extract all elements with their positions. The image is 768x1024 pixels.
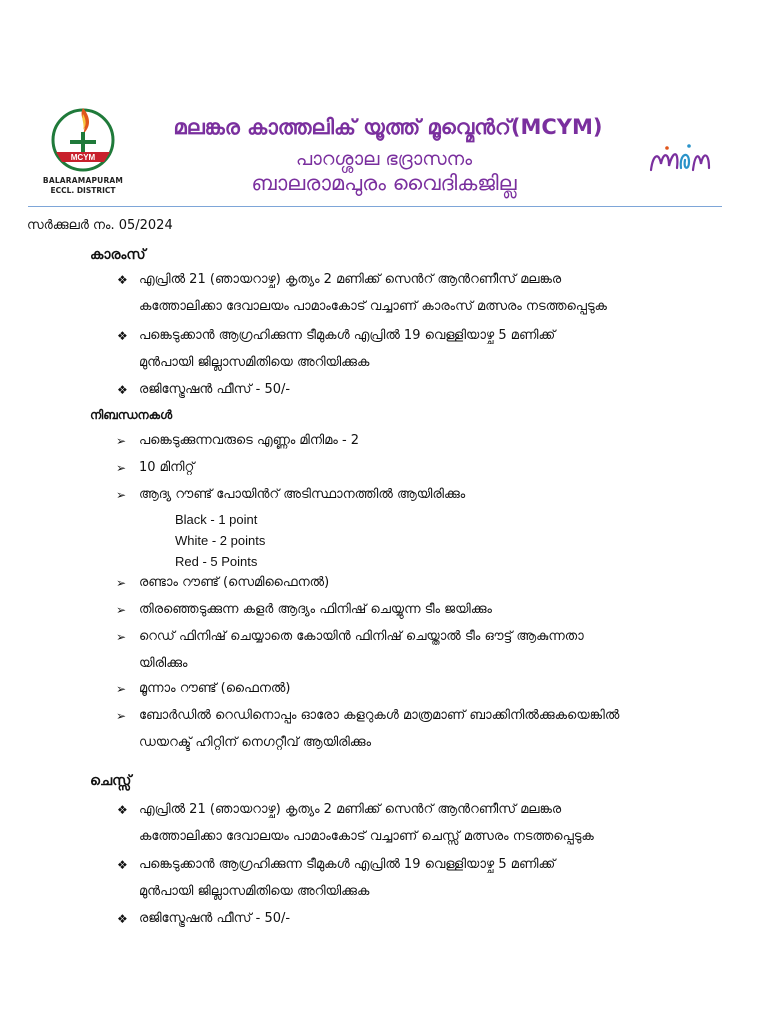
rule-direct-hit-line2: ഡയറക്ട് ഹിറ്റിന് നെഗറ്റീവ് ആയിരിക്കും — [139, 735, 372, 750]
logo-caption-line2: ECCL. DISTRICT — [50, 186, 116, 195]
diamond-bullet-icon: ❖ — [117, 858, 128, 872]
diamond-bullet-icon: ❖ — [117, 383, 128, 397]
points-red: Red - 5 Points — [175, 554, 258, 569]
district-name: ബാലരാമപുരം വൈദികജില്ല — [251, 171, 517, 195]
logo-caption-line1: BALARAMAPURAM — [42, 176, 124, 185]
diamond-bullet-icon: ❖ — [117, 912, 128, 926]
carrom-heading: കാരംസ് — [90, 247, 146, 263]
rule-first-round: ആദ്യ റൗണ്ട് പോയിൻറ് അടിസ്ഥാനത്തിൽ ആയിരിക്കും — [139, 487, 466, 502]
diamond-bullet-icon: ❖ — [117, 273, 128, 287]
logo-ribbon-text: MCYM — [70, 153, 96, 162]
carrom-register-line1: പങ്കെടുക്കാൻ ആഗ്രഹിക്കുന്ന ടീമുകൾ എപ്രിൽ 19 വെള്ളിയാഴ്ച 5 മണിക്ക് — [139, 328, 556, 343]
arrow-bullet-icon: ➢ — [116, 630, 127, 644]
diocese-name: പാറശ്ശാല ഭദ്രാസനം — [295, 148, 473, 170]
circular-number: സർക്കുലർ നം. 05/2024 — [27, 218, 173, 233]
header-divider — [28, 206, 722, 207]
arrow-bullet-icon: ➢ — [116, 461, 127, 475]
rule-direct-hit-line1: ബോർഡിൽ റെഡിനൊപ്പം ഓരോ കളറുകൾ മാത്രമാണ് ബാക്കിനിൽക്കുകയെങ്കിൽ — [139, 708, 620, 723]
arrow-bullet-icon: ➢ — [116, 488, 127, 502]
arrow-bullet-icon: ➢ — [116, 576, 127, 590]
arrow-bullet-icon: ➢ — [116, 682, 127, 696]
carrom-register-line2: മുൻപായി ജില്ലാസമിതിയെ അറിയിക്കുക — [139, 355, 370, 370]
organization-title: മലങ്കര കാത്തലിക് യൂത്ത് മൂവ്മെൻറ്(MCYM) — [173, 115, 603, 139]
chess-date-line1: എപ്രിൽ 21 (ഞായറാഴ്ച) കൃത്യം 2 മണിക്ക് സെൻറ് ആൻറണീസ് മലങ്കര — [139, 802, 562, 817]
arrow-bullet-icon: ➢ — [116, 434, 127, 448]
chess-register-line2: മുൻപായി ജില്ലാസമിതിയെ അറിയിക്കുക — [139, 884, 370, 899]
carrom-date-line1: എപ്രിൽ 21 (ഞായറാഴ്ച) കൃത്യം 2 മണിക്ക് സെൻറ് ആൻറണീസ് മലങ്കര — [139, 272, 562, 287]
carrom-date-line2: കത്തോലിക്കാ ദേവാലയം പാമാംകോട് വച്ചാണ് കാരംസ് മത്സരം നടത്തപ്പെടുക — [139, 299, 607, 314]
points-black: Black - 1 point — [175, 512, 258, 527]
rule-red-finish-line2: യിരിക്കും — [139, 656, 188, 671]
diamond-bullet-icon: ❖ — [117, 803, 128, 817]
carrom-fee: രജിസ്ട്രേഷൻ ഫീസ് - 50/- — [139, 382, 291, 397]
mcym-script-logo — [645, 140, 715, 180]
rule-duration: 10 മിനിറ്റ് — [139, 460, 195, 475]
arrow-bullet-icon: ➢ — [116, 603, 127, 617]
rule-colour-finish: തിരഞ്ഞെടുക്കുന്ന കളർ ആദ്യം ഫിനിഷ് ചെയ്യുന്ന ടീം ജയിക്കും — [139, 602, 492, 617]
points-white: White - 2 points — [175, 533, 266, 548]
chess-fee: രജിസ്ട്രേഷൻ ഫീസ് - 50/- — [139, 911, 291, 926]
rule-red-finish-line1: റെഡ് ഫിനിഷ് ചെയ്യാതെ കോയിൻ ഫിനിഷ് ചെയ്താൽ ടീം ഔട്ട് ആകുന്നതാ — [139, 629, 584, 644]
chess-date-line2: കത്തോലിക്കാ ദേവാലയം പാമാംകോട് വച്ചാണ് ചെസ്സ് മത്സരം നടത്തപ്പെടുക — [139, 829, 594, 844]
arrow-bullet-icon: ➢ — [116, 709, 127, 723]
chess-heading: ചെസ്സ് — [90, 773, 132, 789]
rule-third-round: മൂന്നാം റൗണ്ട് (ഫൈനൽ) — [139, 681, 291, 696]
chess-register-line1: പങ്കെടുക്കാൻ ആഗ്രഹിക്കുന്ന ടീമുകൾ എപ്രിൽ 19 വെള്ളിയാഴ്ച 5 മണിക്ക് — [139, 857, 556, 872]
rules-heading: നിബന്ധനകൾ — [90, 408, 173, 422]
rule-participants: പങ്കെടുക്കുന്നവരുടെ എണ്ണം മിനിമം - 2 — [139, 433, 360, 448]
rule-second-round: രണ്ടാം റൗണ്ട് (സെമിഫൈനൽ) — [139, 575, 330, 590]
diamond-bullet-icon: ❖ — [117, 329, 128, 343]
